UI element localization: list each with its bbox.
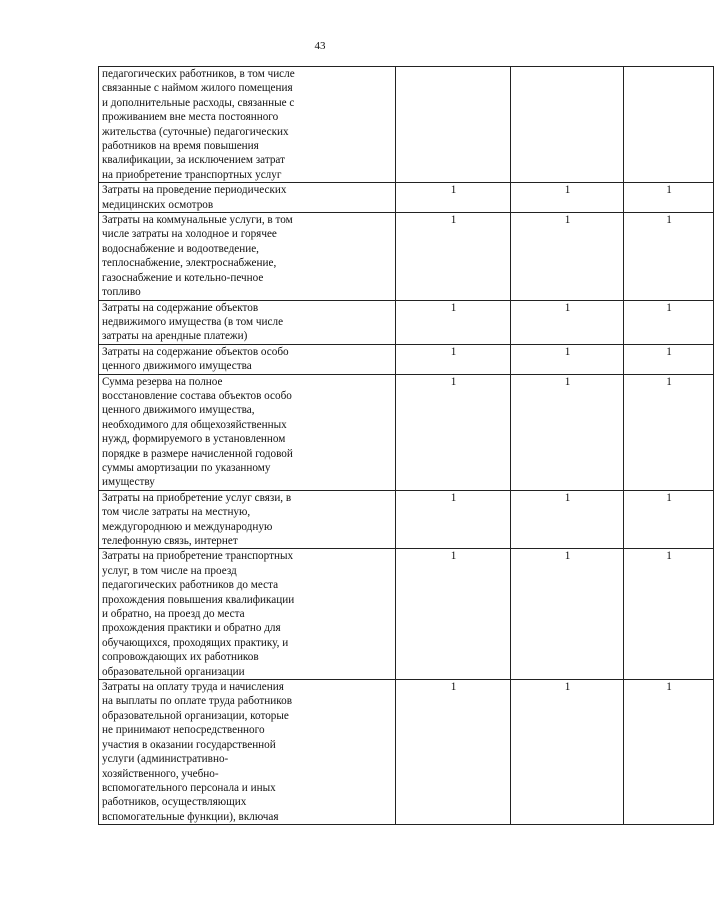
table-row: [99, 67, 714, 183]
description-line: Затраты на проведение периодических: [102, 184, 287, 197]
value-cell-1: 1: [396, 344, 511, 374]
description-line: газоснабжение и котельно-печное: [102, 271, 264, 284]
description-line: Сумма резерва на полное: [102, 375, 223, 388]
description-line: жительства (суточные) педагогических: [102, 125, 289, 138]
cost-description-cell: [99, 680, 396, 825]
value-cell-1: 1: [396, 680, 511, 825]
table-body: [99, 67, 714, 825]
description-line: работников на время повышения: [102, 140, 259, 153]
cost-description-cell: [99, 67, 396, 183]
description-line: Затраты на содержание объектов: [102, 301, 259, 314]
description-line: и обратно, на проезд до места: [102, 608, 245, 621]
description-line: суммы амортизации по указанному: [102, 461, 271, 474]
table-row: [99, 213, 714, 300]
table-row: [99, 680, 714, 825]
description-line: необходимого для общехозяйственных: [102, 418, 287, 431]
value-cell-2: 1: [511, 680, 624, 825]
cost-table: [98, 66, 714, 825]
description-line: нужд, формируемого в установленном: [102, 433, 286, 446]
description-line: участия в оказании государственной: [102, 738, 276, 751]
table-row: [99, 344, 714, 374]
value-cell-3: 1: [624, 213, 714, 300]
description-line: медицинских осмотров: [102, 198, 214, 211]
description-line: Затраты на коммунальные услуги, в том: [102, 214, 293, 227]
description-line: работников, осуществляющих: [102, 796, 247, 809]
description-line: хозяйственного, учебно-: [102, 767, 219, 780]
description-line: и дополнительные расходы, связанные с: [102, 96, 295, 109]
cost-description-cell: [99, 549, 396, 680]
description-line: телефонную связь, интернет: [102, 535, 238, 547]
value-cell-3: 1: [624, 344, 714, 374]
description-line: вспомогательного персонала и иных: [102, 781, 276, 794]
value-cell-3: 1: [624, 549, 714, 680]
description-line: ценного движимого имущества: [102, 360, 252, 373]
description-line: связанные с наймом жилого помещения: [102, 82, 293, 95]
description-line: сопровождающих их работников: [102, 651, 259, 664]
table-row: [99, 549, 714, 680]
cost-description-cell: [99, 300, 396, 344]
description-line: на выплаты по оплате труда работников: [102, 695, 292, 708]
description-line: имуществу: [102, 476, 155, 489]
description-line: услуг, в том числе на проезд: [102, 564, 237, 577]
value-cell-2: 1: [511, 344, 624, 374]
value-cell-1: 1: [396, 374, 511, 490]
value-cell-2: 1: [511, 490, 624, 549]
description-line: услуги (административно-: [102, 753, 229, 766]
description-line: недвижимого имущества (в том числе: [102, 315, 284, 328]
description-line: Затраты на содержание объектов особо: [102, 345, 289, 358]
description-line: порядке в размере начисленной годовой: [102, 447, 293, 460]
description-line: теплоснабжение, электроснабжение,: [102, 257, 277, 270]
page-number: 43: [314, 40, 326, 52]
description-line: ценного движимого имущества,: [102, 404, 255, 417]
value-cell-1: 1: [396, 490, 511, 549]
value-cell-1: 1: [396, 183, 511, 213]
description-line: междугороднюю и международную: [102, 520, 273, 533]
description-line: восстановление состава объектов особо: [102, 389, 292, 402]
description-line: педагогических работников до места: [102, 579, 279, 592]
description-line: не принимают непосредственного: [102, 724, 265, 737]
description-line: том числе затраты на местную,: [102, 506, 251, 519]
value-cell-1: 1: [396, 213, 511, 300]
description-line: образовательной организации: [102, 665, 245, 678]
table-row: [99, 490, 714, 549]
description-line: прохождения практики и обратно для: [102, 622, 281, 635]
description-line: прохождения повышения квалификации: [102, 593, 295, 606]
value-cell-1: [396, 67, 511, 183]
cost-description-cell: [99, 490, 396, 549]
cost-description-cell: [99, 213, 396, 300]
value-cell-1: 1: [396, 549, 511, 680]
value-cell-2: 1: [511, 549, 624, 680]
description-line: затраты на арендные платежи): [102, 330, 248, 343]
value-cell-3: 1: [624, 374, 714, 490]
value-cell-2: 1: [511, 183, 624, 213]
description-line: педагогических работников, в том числе: [102, 68, 295, 80]
value-cell-1: 1: [396, 300, 511, 344]
value-cell-3: 1: [624, 490, 714, 549]
description-line: на приобретение транспортных услуг: [102, 168, 282, 181]
description-line: вспомогательные функции), включая: [102, 810, 279, 823]
description-line: проживанием вне места постоянного: [102, 111, 279, 124]
value-cell-3: 1: [624, 300, 714, 344]
description-line: числе затраты на холодное и горячее: [102, 228, 277, 241]
table-row: [99, 300, 714, 344]
cost-description-cell: [99, 344, 396, 374]
table-row: [99, 374, 714, 490]
description-line: образовательной организации, которые: [102, 709, 289, 722]
description-line: водоснабжение и водоотведение,: [102, 242, 259, 255]
value-cell-3: 1: [624, 183, 714, 213]
description-line: Затраты на оплату труда и начисления: [102, 681, 284, 694]
value-cell-3: 1: [624, 680, 714, 825]
description-line: Затраты на приобретение услуг связи, в: [102, 491, 292, 504]
description-line: обучающихся, проходящих практику, и: [102, 636, 289, 649]
table-row: [99, 183, 714, 213]
value-cell-2: 1: [511, 300, 624, 344]
cost-description-cell: [99, 374, 396, 490]
value-cell-2: [511, 67, 624, 183]
cost-description-cell: [99, 183, 396, 213]
description-line: топливо: [102, 286, 141, 299]
value-cell-3: [624, 67, 714, 183]
description-line: квалификации, за исключением затрат: [102, 154, 285, 167]
value-cell-2: 1: [511, 213, 624, 300]
value-cell-2: 1: [511, 374, 624, 490]
description-line: Затраты на приобретение транспортных: [102, 550, 294, 563]
